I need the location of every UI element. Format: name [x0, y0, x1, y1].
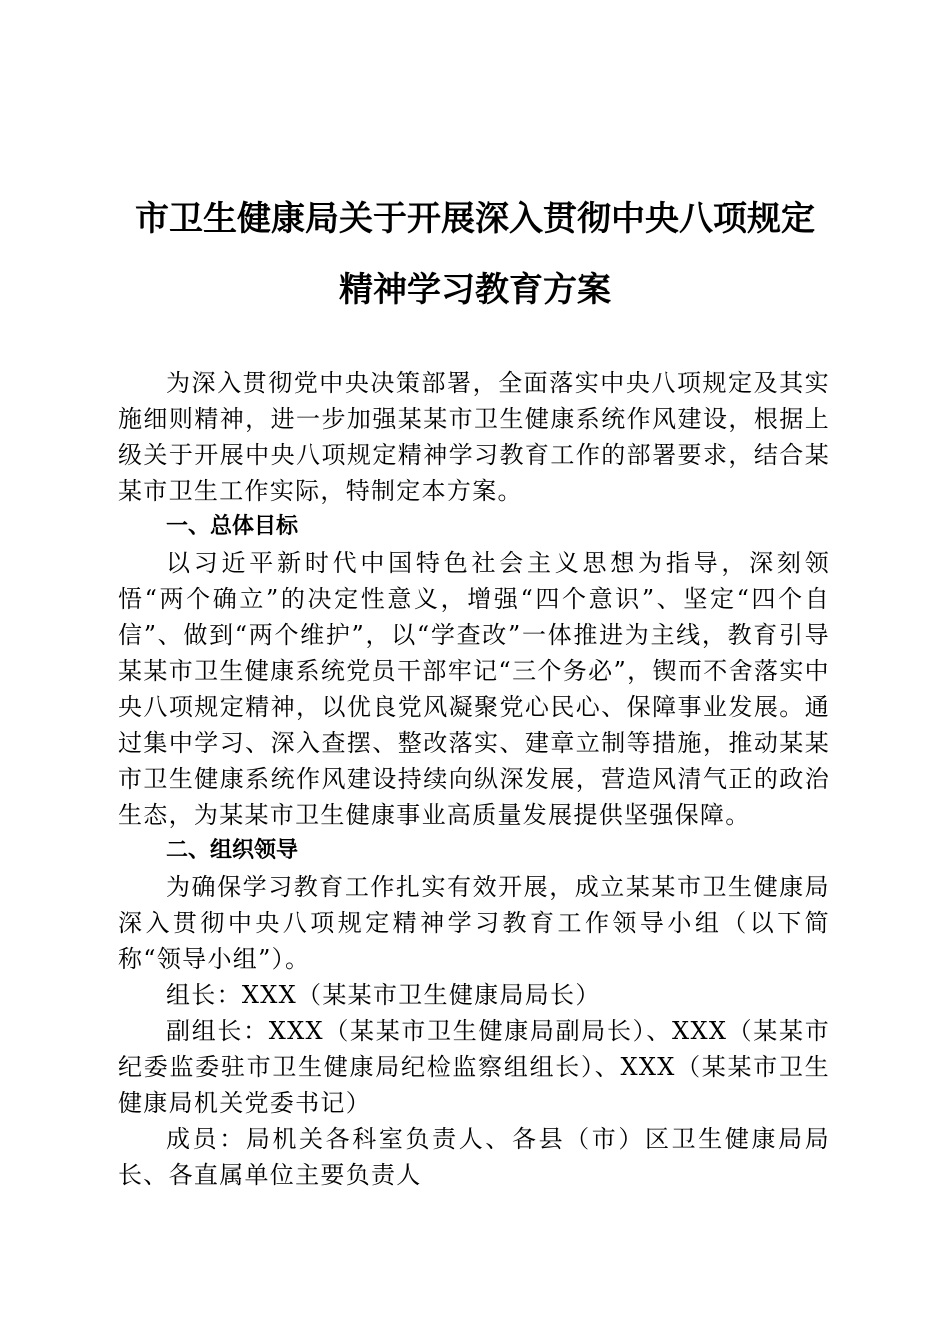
intro-paragraph: 为深入贯彻党中央决策部署，全面落实中央八项规定及其实施细则精神，进一步加强某某市卫生健康系统作风建设，根据上级关于开展中央八项规定精神学习教育工作的部署要求，结合某某市卫生工作实际，特制定本方案。	[118, 369, 830, 505]
section2-heading: 二、组织领导	[166, 838, 299, 863]
leader-line: 组长：XXX（某某市卫生健康局局长）	[166, 981, 601, 1009]
document-body	[118, 365, 830, 1193]
members-line: 成员：局机关各科室负责人、各县（市）区卫生健康局局长、各直属单位主要负责人	[118, 1125, 830, 1189]
section1-paragraph: 以习近平新时代中国特色社会主义思想为指导，深刻领悟“两个确立”的决定性意义，增强“四个意识”、坚定“四个自信”、做到“两个维护”，以“学查改”一体推进为主线，教育引导某某市卫生健康系统党员干部牢记“三个务必”，锲而不舍落实中央八项规定精神，以优良党风凝聚党心民心、保障事业发展。通过集中学习、深入查摆、整改落实、建章立制等措施，推动某某市卫生健康系统作风建设持续向纵深发展，营造风清气正的政治生态，为某某市卫生健康事业高质量发展提供坚强保障。	[118, 549, 830, 829]
document-title-line2: 精神学习教育方案	[339, 270, 611, 310]
document-title-line1: 市卫生健康局关于开展深入贯彻中央八项规定	[135, 199, 815, 239]
section2-paragraph: 为确保学习教育工作扎实有效开展，成立某某市卫生健康局深入贯彻中央八项规定精神学习教育工作领导小组（以下简称“领导小组”）。	[118, 873, 830, 973]
section1-heading: 一、总体目标	[166, 514, 299, 539]
deputy-leader-line: 副组长：XXX（某某市卫生健康局副局长）、XXX（某某市纪委监委驻市卫生健康局纪检监察组组长）、XXX（某某市卫生健康局机关党委书记）	[118, 1017, 830, 1117]
